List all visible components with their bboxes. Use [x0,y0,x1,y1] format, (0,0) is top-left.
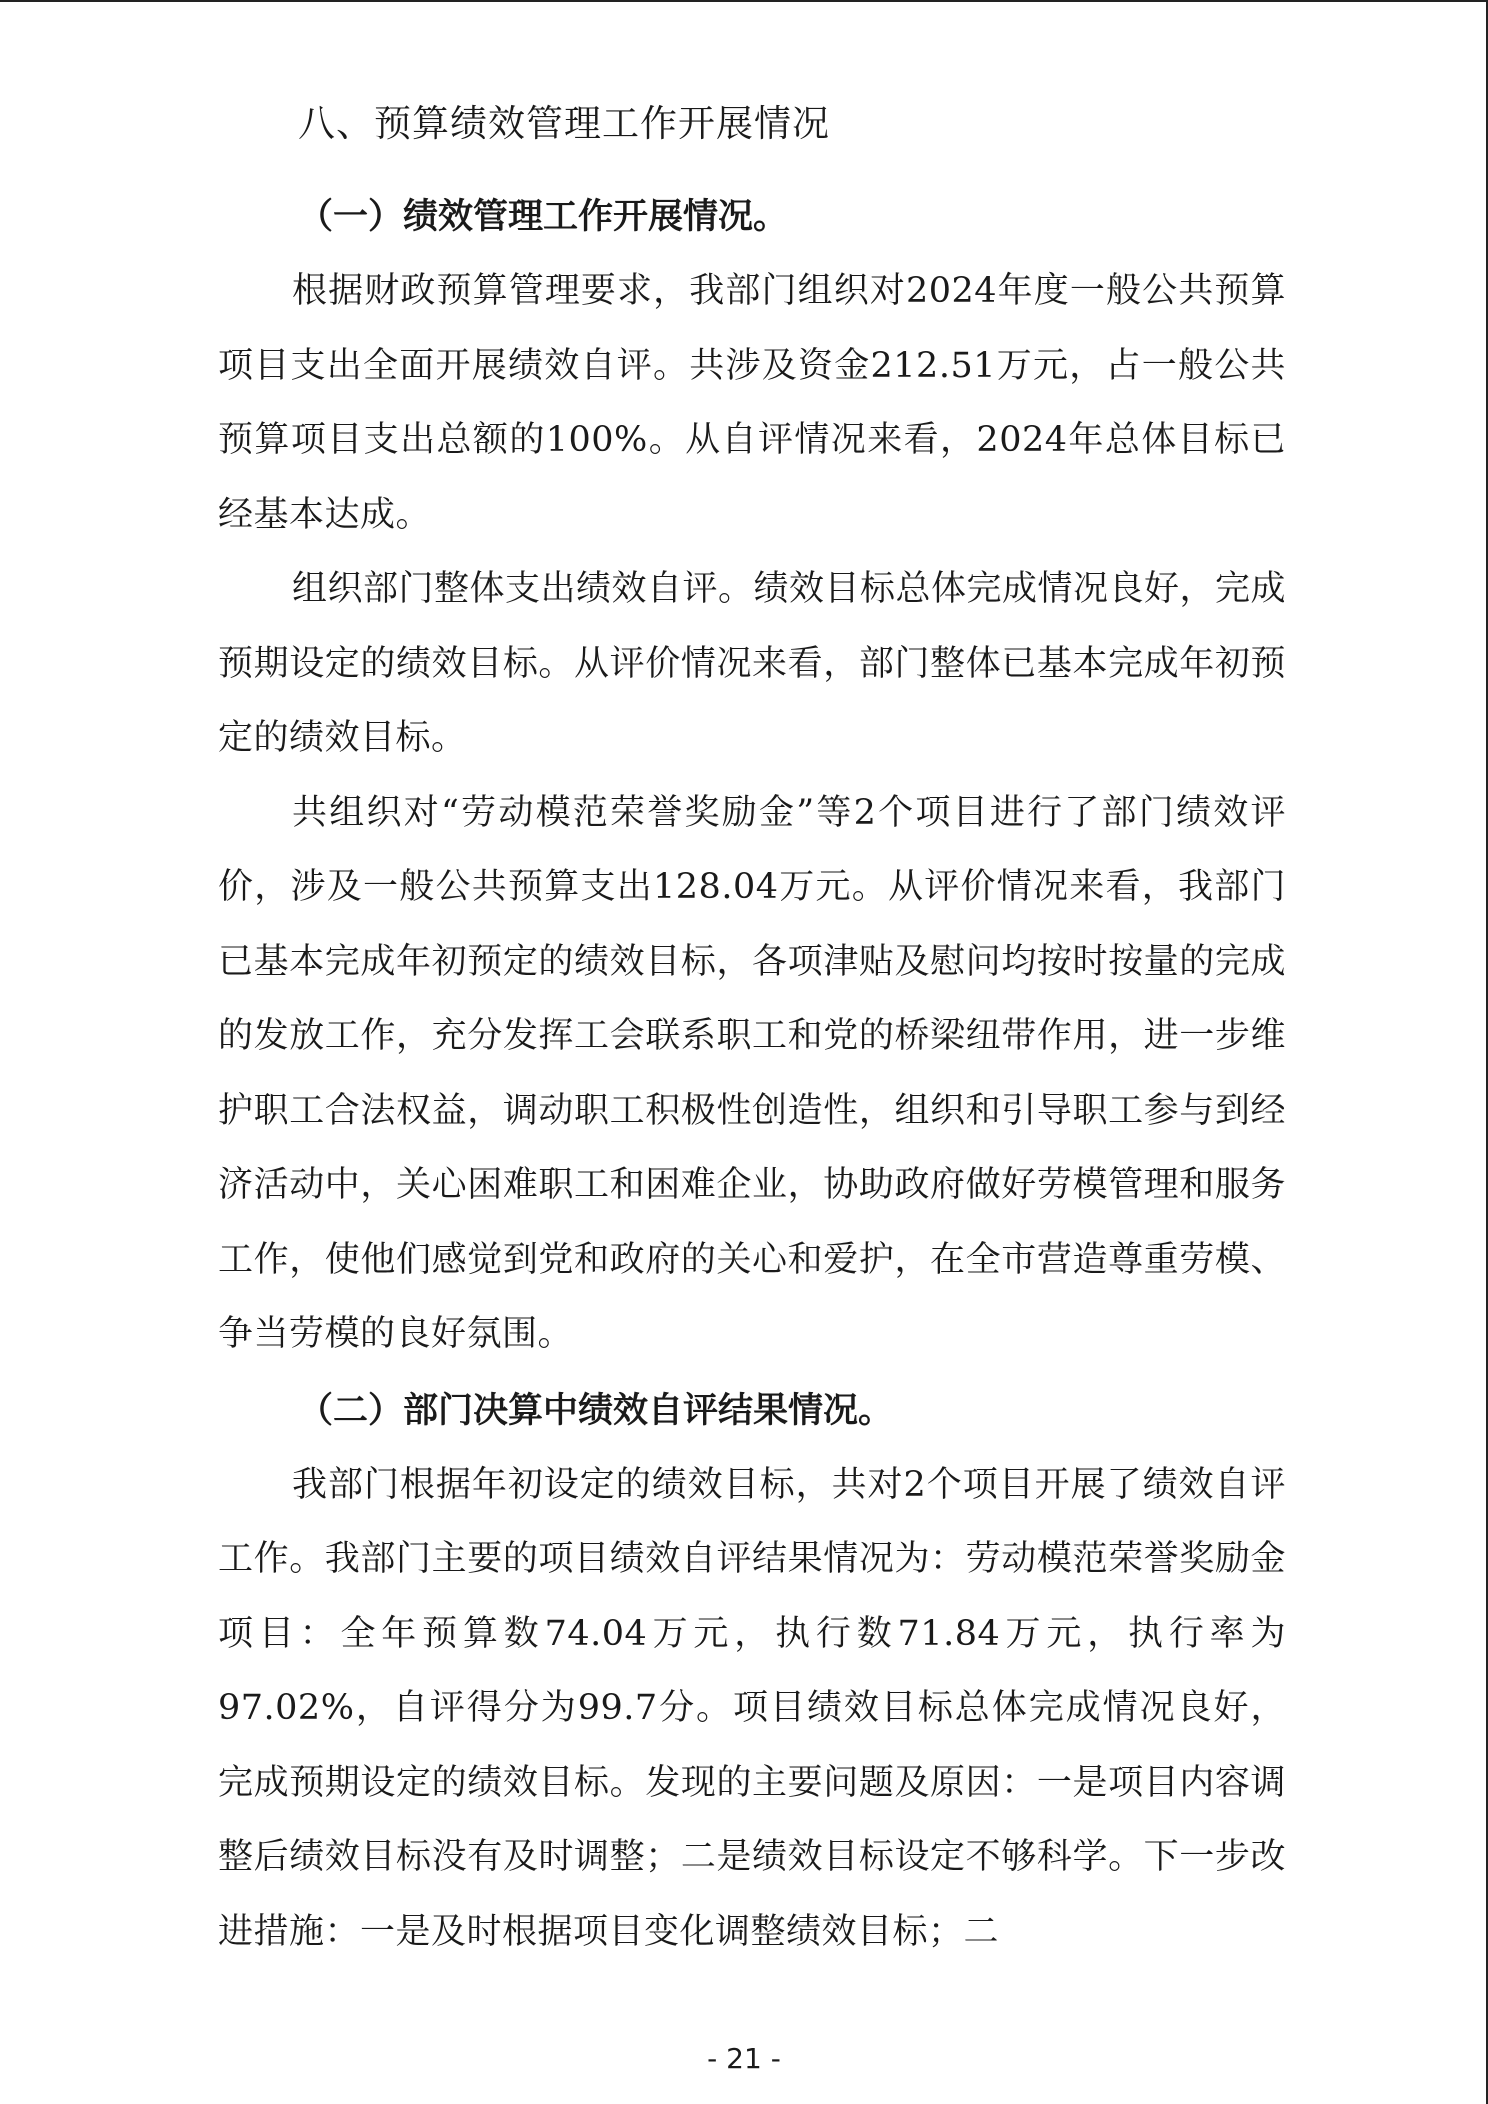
subheading-self-evaluation-results: （二）部门决算中绩效自评结果情况。 [298,1390,894,1431]
paragraph: 我部门根据年初设定的绩效目标，共对2个项目开展了绩效自评工作。我部门主要的项目绩效自评结果情况为：劳动模范荣誉奖励金项目：全年预算数74.04万元，执行数71.84万元，执行率为97.02%，自评得分为99.7分。项目绩效目标总体完成情况良好，完成预期设定的绩效目标。发现的主要问题及原因：一是项目内容调整后绩效目标没有及时调整；二是绩效目标设定不够科学。下一步改进措施：一是及时根据项目变化调整绩效目标；二 [218,1464,1286,1952]
page-number: - 21 - [707,2042,781,2075]
paragraph: 组织部门整体支出绩效自评。绩效目标总体完成情况良好，完成预期设定的绩效目标。从评价情况来看，部门整体已基本完成年初预定的绩效目标。 [218,569,1287,758]
paragraph: 根据财政预算管理要求，我部门组织对2024年度一般公共预算项目支出全面开展绩效自评。共涉及资金212.51万元，占一般公共预算项目支出总额的100%。从自评情况来看，2024年总体目标已经基本达成。 [218,271,1286,535]
document-body [218,94,1286,1969]
paragraph: 共组织对“劳动模范荣誉奖励金”等2个项目进行了部门绩效评价，涉及一般公共预算支出128.04万元。从评价情况来看，我部门已基本完成年初预定的绩效目标，各项津贴及慰问均按时按量的完成的发放工作，充分发挥工会联系职工和党的桥梁纽带作用，进一步维护职工合法权益，调动职工积极性创造性，组织和引导职工参与到经济活动中，关心困难职工和困难企业，协助政府做好劳模管理和服务工作，使他们感觉到党和政府的关心和爱护，在全市营造尊重劳模、争当劳模的良好氛围。 [218,792,1286,1354]
section-title: 八、预算绩效管理工作开展情况 [298,102,830,145]
subheading-performance-management: （一）绩效管理工作开展情况。 [298,197,789,237]
